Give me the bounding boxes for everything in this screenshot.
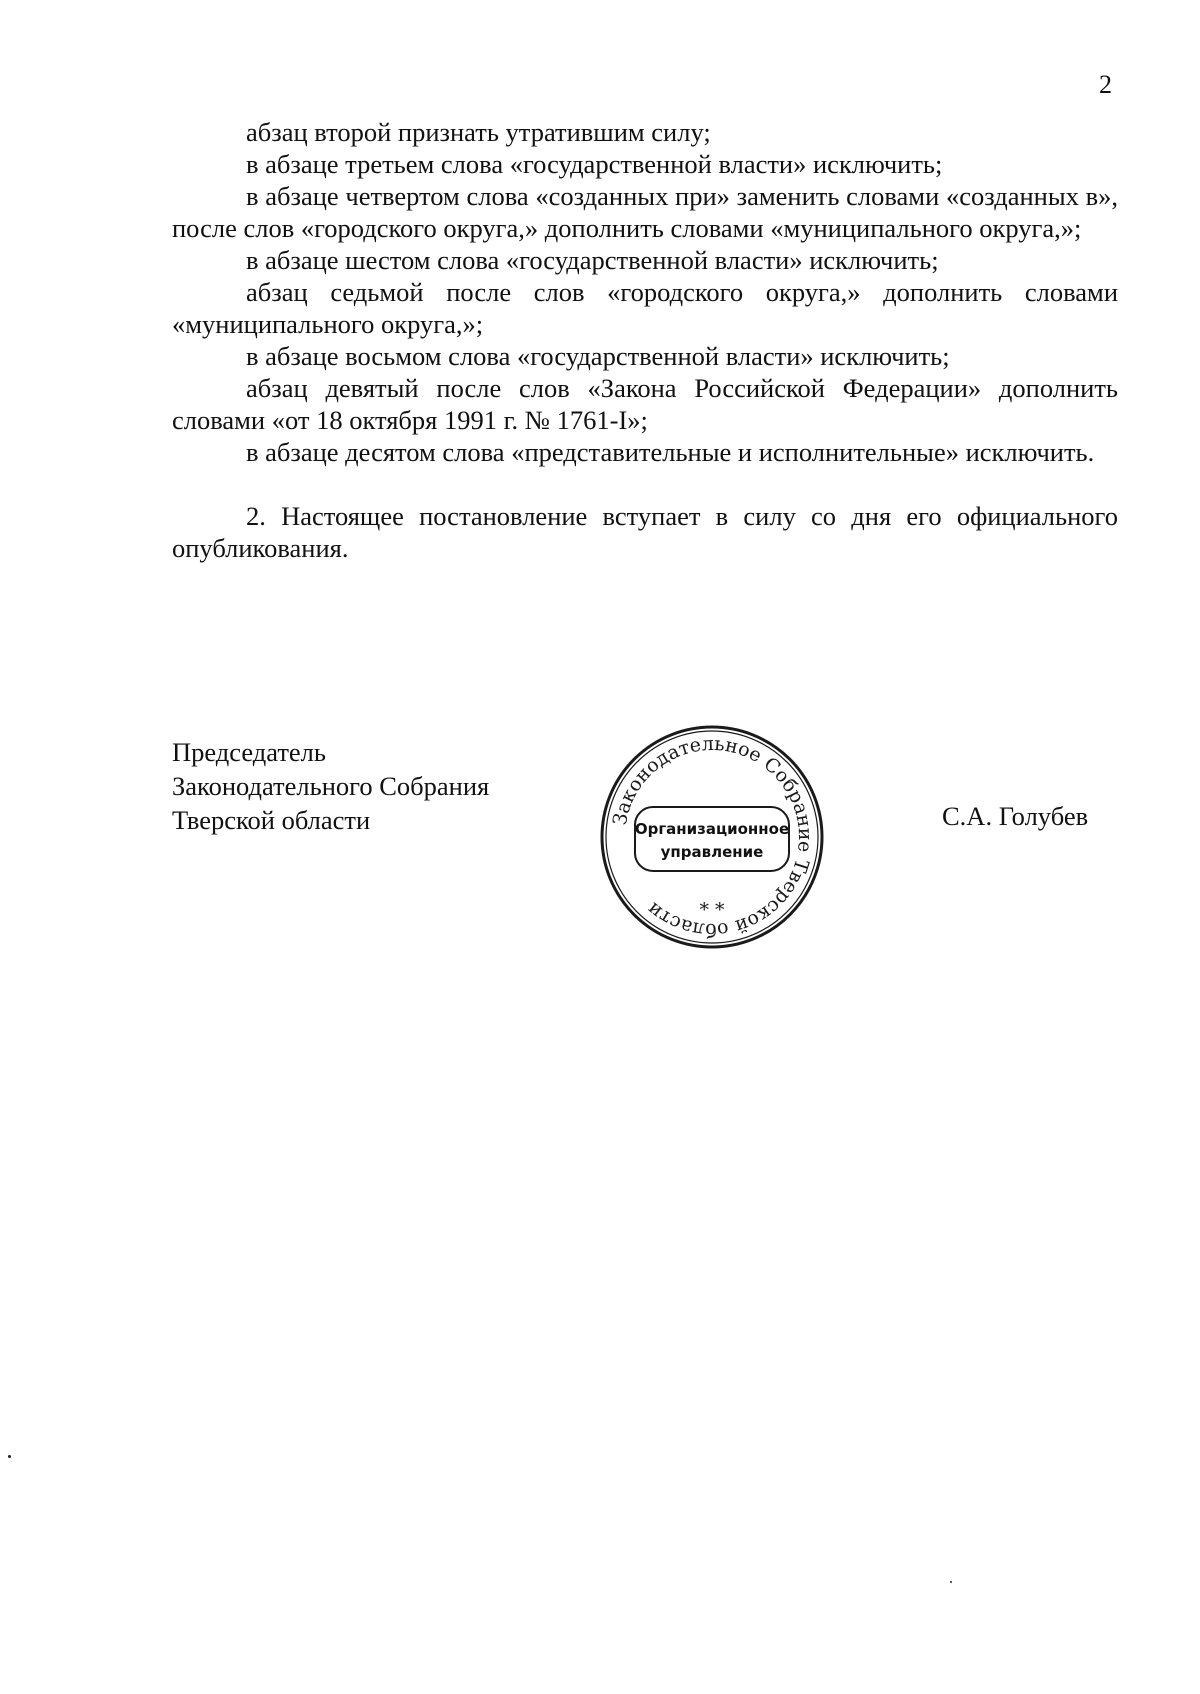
page-number: 2 [1099, 70, 1112, 99]
document-body [172, 116, 1118, 564]
signatory-title-line-1: Председатель [172, 737, 326, 767]
signatory-name: С.А. Голубев [942, 801, 1089, 831]
paragraph-7: абзац девятый после слов «Закона Российской Федерации» дополнить словами «от 18 октября 1991 г. № 1761-I»; [172, 373, 1118, 435]
paragraph-6: в абзаце восьмом слова «государственной власти» исключить; [246, 341, 950, 371]
paragraph-2: в абзаце третьем слова «государственной власти» исключить; [246, 149, 943, 179]
paragraph-8: в абзаце десятом слова «представительные и исполнительные» исключить. [246, 437, 1095, 467]
paragraph-5: абзац седьмой после слов «городского округа,» дополнить словами «муниципального округа,»; [172, 277, 1118, 339]
paragraph-4: в абзаце шестом слова «государственной власти» исключить; [246, 245, 939, 275]
official-seal-stamp [595, 720, 829, 954]
paragraph-1: абзац второй признать утратившим силу; [246, 117, 711, 147]
seal-center-frame [635, 807, 789, 871]
seal-stars: * * [699, 899, 725, 921]
seal-center-line-1: Организационное [634, 820, 790, 838]
paragraph-gap [172, 468, 1118, 500]
paragraph-3: в абзаце четвертом слова «созданных при» заменить словами «созданных в», после слов «городского округа,» дополнить словами «муниципального округа,»; [172, 181, 1118, 243]
seal-graphic [595, 720, 829, 954]
scan-speck [950, 1581, 952, 1583]
scan-speck [8, 1455, 11, 1458]
clause-2: 2. Настоящее постановление вступает в силу со дня его официального опубликования. [172, 501, 1118, 563]
seal-ring-text: Законодательное Собрание Тверской области [608, 732, 817, 942]
seal-center-line-2: управление [660, 843, 764, 861]
signature-block [172, 735, 489, 837]
signatory-title-line-3: Тверской области [172, 805, 371, 835]
signatory-title-line-2: Законодательного Собрания [172, 771, 490, 801]
